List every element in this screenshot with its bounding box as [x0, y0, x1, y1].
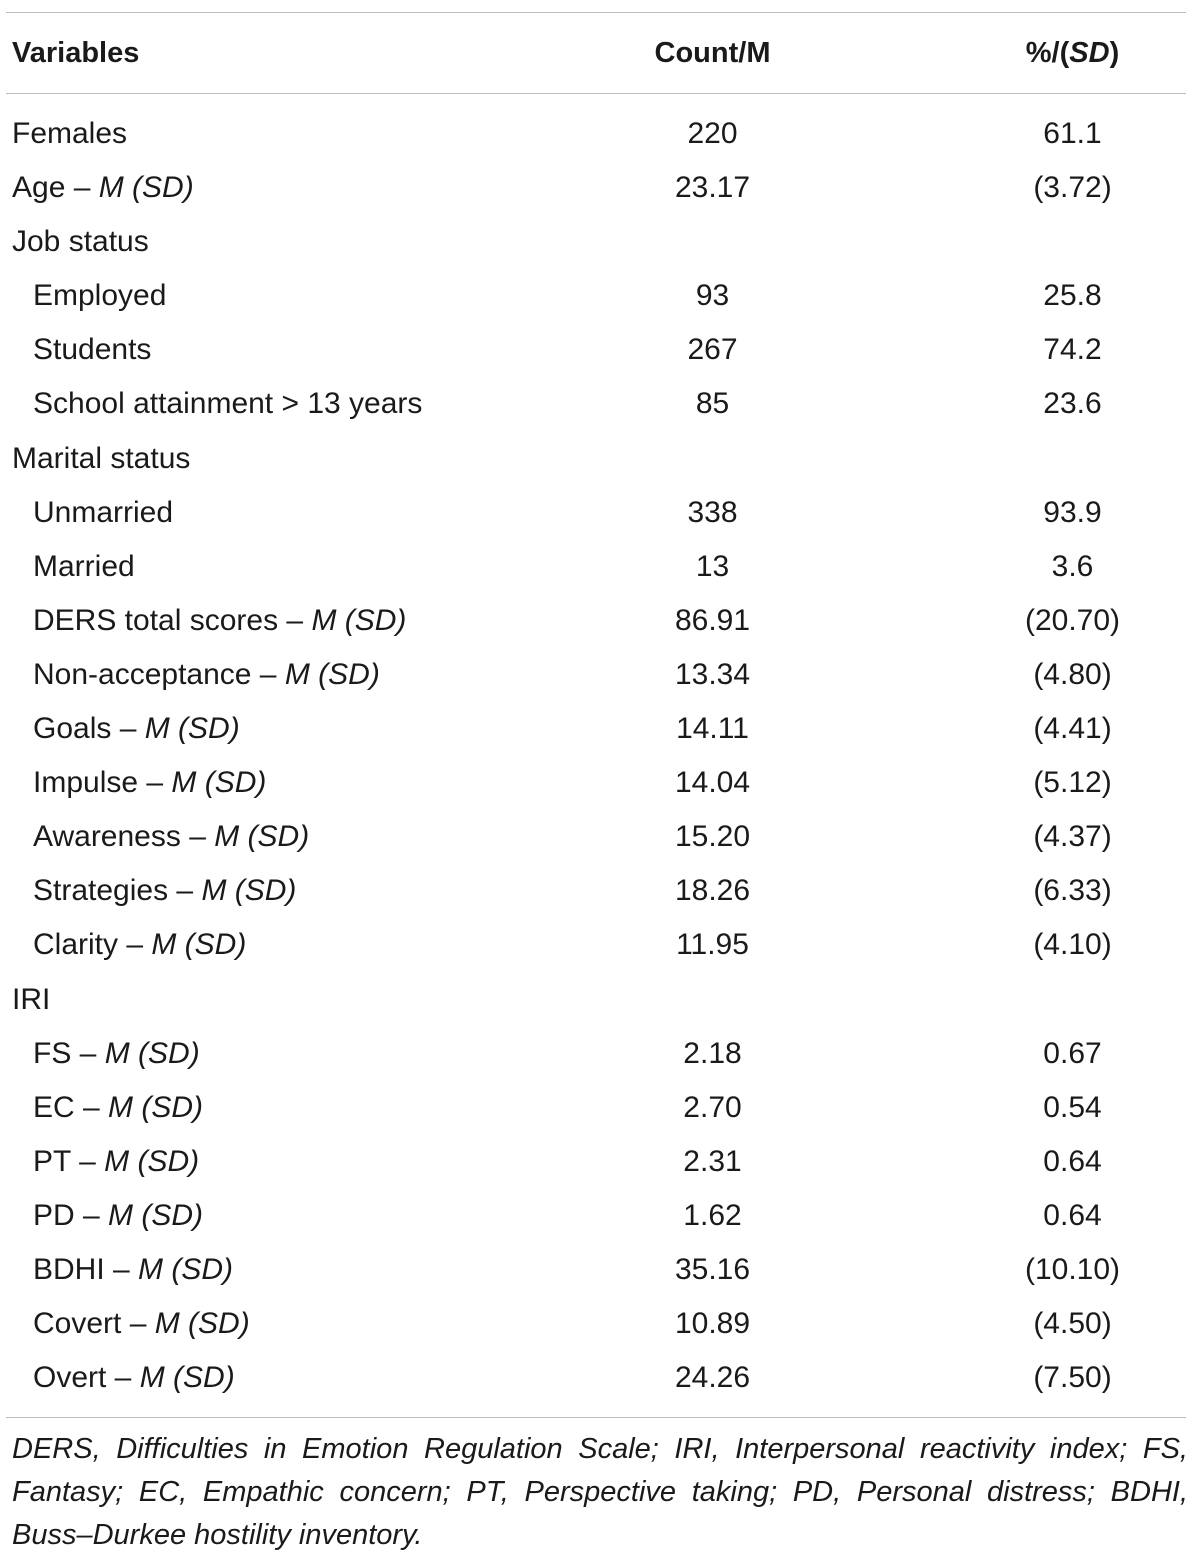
- row-label-text: Age –: [12, 171, 99, 205]
- count-cell: 10.89: [674, 1307, 751, 1341]
- row-label-text: Strategies –: [33, 874, 202, 908]
- row-label-text: Females: [12, 117, 128, 150]
- row-label: [33, 1297, 250, 1351]
- row-label-text: Overt –: [33, 1361, 140, 1395]
- count-cell: 2.31: [683, 1144, 742, 1178]
- row-label-stat: M (SD): [98, 171, 194, 205]
- row-label: [33, 269, 166, 323]
- row-label-text: Impulse –: [33, 766, 172, 800]
- percent-cell: (4.37): [1033, 820, 1112, 854]
- bottom-rule: [6, 1417, 1186, 1418]
- count-cell: 85: [695, 387, 730, 421]
- row-label: [12, 107, 127, 161]
- row-label: [33, 648, 380, 702]
- row-label: [33, 486, 173, 540]
- row-label-stat: M (SD): [171, 766, 267, 800]
- count-cell: 2.18: [683, 1036, 742, 1070]
- row-label: [33, 323, 151, 377]
- percent-cell: (4.80): [1033, 657, 1112, 691]
- row-label: [33, 1027, 200, 1081]
- header-percent-sd: SD: [1069, 37, 1110, 69]
- count-cell: 267: [687, 333, 738, 367]
- table-row: [0, 973, 1200, 1027]
- table-row: [0, 107, 1200, 161]
- table-row: [0, 918, 1200, 972]
- table-row: [0, 377, 1200, 431]
- percent-cell: 93.9: [1043, 495, 1102, 529]
- percent-cell: (7.50): [1033, 1361, 1112, 1395]
- count-cell: 220: [687, 117, 738, 150]
- count-cell: 2.70: [683, 1090, 742, 1124]
- row-label-text: Covert –: [33, 1307, 155, 1341]
- count-cell: 13.34: [674, 657, 751, 691]
- row-label: [33, 540, 135, 594]
- row-label-text: EC –: [33, 1090, 109, 1124]
- percent-cell: (3.72): [1033, 171, 1112, 205]
- row-label-text: Unmarried: [33, 495, 174, 529]
- top-rule: [6, 12, 1186, 13]
- count-cell: 338: [687, 495, 738, 529]
- percent-cell: 74.2: [1043, 333, 1102, 367]
- row-label-text: Job status: [12, 225, 149, 259]
- row-label-stat: M (SD): [151, 928, 247, 962]
- row-label-text: Non-acceptance –: [33, 657, 285, 691]
- percent-cell: 0.64: [1043, 1198, 1102, 1232]
- row-label-stat: M (SD): [104, 1144, 200, 1178]
- header-percent-prefix: %/(: [1025, 37, 1070, 69]
- row-label-stat: M (SD): [139, 1361, 235, 1395]
- table-row: [0, 1081, 1200, 1135]
- count-cell: 1.62: [683, 1198, 742, 1232]
- table-row: [0, 1189, 1200, 1243]
- row-label-text: BDHI –: [33, 1252, 139, 1286]
- row-label-stat: M (SD): [154, 1307, 250, 1341]
- table-row: [0, 540, 1200, 594]
- table-row: [0, 269, 1200, 323]
- count-cell: 15.20: [674, 820, 751, 854]
- percent-cell: 3.6: [1051, 549, 1094, 583]
- row-label-text: Married: [33, 549, 135, 583]
- percent-cell: (4.10): [1033, 928, 1112, 962]
- percent-cell: (5.12): [1033, 766, 1112, 800]
- row-label-text: DERS total scores –: [33, 603, 312, 637]
- percent-cell: 23.6: [1043, 387, 1102, 421]
- row-label-stat: M (SD): [104, 1036, 200, 1070]
- row-label: [33, 594, 406, 648]
- row-label: [33, 1243, 233, 1297]
- row-label-stat: M (SD): [144, 712, 240, 746]
- count-cell: 13: [695, 549, 730, 583]
- row-label: [33, 377, 422, 431]
- table-row: [0, 1027, 1200, 1081]
- row-label-text: FS –: [33, 1036, 105, 1070]
- row-label: [12, 432, 190, 486]
- count-cell: 23.17: [674, 171, 751, 205]
- row-label-text: School attainment > 13 years: [33, 387, 423, 421]
- percent-cell: (10.10): [1024, 1252, 1121, 1286]
- row-label: [33, 864, 296, 918]
- row-label: [33, 918, 246, 972]
- percent-cell: 61.1: [1043, 117, 1102, 150]
- header-count: Count/M: [654, 37, 771, 69]
- row-label-text: Awareness –: [33, 820, 215, 854]
- percent-cell: 0.67: [1043, 1036, 1102, 1070]
- table-row: [0, 486, 1200, 540]
- row-label: [12, 161, 194, 215]
- table-row: [0, 648, 1200, 702]
- percent-cell: 25.8: [1043, 279, 1102, 313]
- table-row: [0, 810, 1200, 864]
- row-label-text: Employed: [33, 279, 167, 313]
- row-label-stat: M (SD): [284, 657, 380, 691]
- row-label: [33, 1351, 235, 1405]
- table-row: [0, 864, 1200, 918]
- table-row: [0, 1297, 1200, 1351]
- row-label: [33, 702, 240, 756]
- header-percent-suffix: ): [1109, 37, 1120, 69]
- row-label: [12, 973, 50, 1027]
- count-cell: 18.26: [674, 874, 751, 908]
- count-cell: 24.26: [674, 1361, 751, 1395]
- percent-cell: (20.70): [1024, 603, 1121, 637]
- table-row: [0, 756, 1200, 810]
- row-label-stat: M (SD): [108, 1090, 204, 1124]
- row-label: [33, 1189, 203, 1243]
- row-label-text: PD –: [33, 1198, 109, 1232]
- row-label: [33, 810, 309, 864]
- row-label-stat: M (SD): [214, 820, 310, 854]
- table-footnote: DERS, Difficulties in Emotion Regulation Scale; IRI, Interpersonal reactivity index; FS, Fantasy; EC, Empathic concern; PT, Perspective taking; PD, Personal distress; BDHI, Buss–Durkee hostility inventory.: [12, 1433, 1188, 1551]
- row-label-stat: M (SD): [201, 874, 297, 908]
- count-cell: 86.91: [674, 603, 751, 637]
- row-label-text: Marital status: [12, 441, 191, 475]
- table-row: [0, 432, 1200, 486]
- table-body: [0, 107, 1200, 1405]
- percent-cell: 0.54: [1043, 1090, 1102, 1124]
- table-row: [0, 215, 1200, 269]
- table-row: [0, 323, 1200, 377]
- row-label-text: PT –: [33, 1144, 105, 1178]
- table-row: [0, 1135, 1200, 1189]
- count-cell: 14.04: [674, 766, 751, 800]
- count-cell: 11.95: [676, 928, 749, 962]
- row-label-text: Goals –: [33, 712, 145, 746]
- table-header: [0, 30, 1200, 78]
- header-rule: [6, 93, 1186, 94]
- row-label-text: IRI: [12, 982, 51, 1016]
- percent-cell: (4.50): [1033, 1307, 1112, 1341]
- table-row: [0, 161, 1200, 215]
- table-row: [0, 1351, 1200, 1405]
- row-label: [33, 1081, 203, 1135]
- count-cell: 14.11: [676, 712, 749, 746]
- table-row: [0, 594, 1200, 648]
- row-label-stat: M (SD): [138, 1252, 234, 1286]
- count-cell: 93: [695, 279, 730, 313]
- row-label-text: Clarity –: [33, 928, 152, 962]
- percent-cell: (6.33): [1033, 874, 1112, 908]
- row-label: [33, 1135, 199, 1189]
- percent-cell: (4.41): [1033, 712, 1112, 746]
- row-label-stat: M (SD): [108, 1198, 204, 1232]
- header-percent: [920, 30, 1200, 76]
- header-variables: Variables: [12, 37, 140, 69]
- table-row: [0, 1243, 1200, 1297]
- percent-cell: 0.64: [1043, 1144, 1102, 1178]
- row-label-stat: M (SD): [311, 603, 407, 637]
- row-label: [33, 756, 266, 810]
- row-label: [12, 215, 149, 269]
- table-row: [0, 702, 1200, 756]
- count-cell: 35.16: [674, 1252, 751, 1286]
- row-label-text: Students: [33, 333, 152, 367]
